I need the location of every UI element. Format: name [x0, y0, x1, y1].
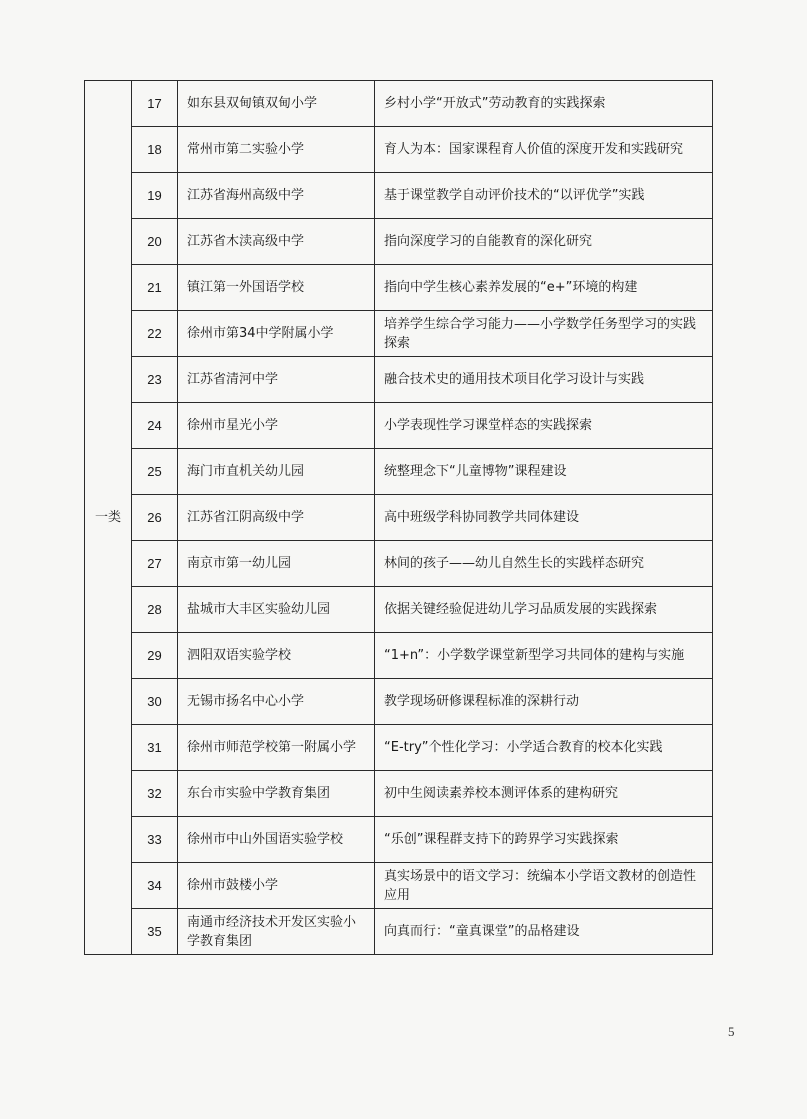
school-name: 徐州市中山外国语实验学校: [178, 817, 375, 863]
table-row: [85, 403, 713, 449]
school-name: 徐州市星光小学: [178, 403, 375, 449]
row-number: 28: [132, 587, 178, 633]
page-number: 5: [728, 1024, 735, 1039]
school-name: 如东县双甸镇双甸小学: [178, 81, 375, 127]
row-number: 19: [132, 173, 178, 219]
table-row: [85, 81, 713, 127]
table-row: [85, 173, 713, 219]
row-number: 33: [132, 817, 178, 863]
table-row: [85, 771, 713, 817]
project-title: 依据关键经验促进幼儿学习品质发展的实践探索: [375, 587, 713, 633]
row-number: 30: [132, 679, 178, 725]
row-number: 25: [132, 449, 178, 495]
table-body: [85, 81, 713, 955]
table-row: [85, 679, 713, 725]
row-number: 34: [132, 863, 178, 909]
school-name: 南通市经济技术开发区实验小学教育集团: [178, 909, 375, 955]
category-cell: 一类: [85, 81, 132, 955]
school-name: 江苏省木渎高级中学: [178, 219, 375, 265]
table-row: [85, 909, 713, 955]
project-title: 基于课堂教学自动评价技术的“以评优学”实践: [375, 173, 713, 219]
school-name: 盐城市大丰区实验幼儿园: [178, 587, 375, 633]
table-row: [85, 633, 713, 679]
row-number: 17: [132, 81, 178, 127]
table-row: [85, 127, 713, 173]
award-list-table: [84, 80, 713, 955]
school-name: 南京市第一幼儿园: [178, 541, 375, 587]
row-number: 20: [132, 219, 178, 265]
project-title: 林间的孩子——幼儿自然生长的实践样态研究: [375, 541, 713, 587]
row-number: 32: [132, 771, 178, 817]
row-number: 35: [132, 909, 178, 955]
table-row: [85, 219, 713, 265]
table-row: [85, 817, 713, 863]
row-number: 27: [132, 541, 178, 587]
table-row: [85, 357, 713, 403]
school-name: 徐州市第34中学附属小学: [178, 311, 375, 357]
table-row: [85, 587, 713, 633]
row-number: 23: [132, 357, 178, 403]
project-title: 乡村小学“开放式”劳动教育的实践探索: [375, 81, 713, 127]
school-name: 徐州市鼓楼小学: [178, 863, 375, 909]
row-number: 29: [132, 633, 178, 679]
row-number: 18: [132, 127, 178, 173]
school-name: 江苏省清河中学: [178, 357, 375, 403]
project-title: 培养学生综合学习能力——小学数学任务型学习的实践探索: [375, 311, 713, 357]
school-name: 海门市直机关幼儿园: [178, 449, 375, 495]
table-row: [85, 265, 713, 311]
project-title: 指向深度学习的自能教育的深化研究: [375, 219, 713, 265]
school-name: 江苏省海州高级中学: [178, 173, 375, 219]
school-name: 无锡市扬名中心小学: [178, 679, 375, 725]
project-title: 小学表现性学习课堂样态的实践探索: [375, 403, 713, 449]
school-name: 东台市实验中学教育集团: [178, 771, 375, 817]
row-number: 31: [132, 725, 178, 771]
project-title: 真实场景中的语文学习：统编本小学语文教材的创造性应用: [375, 863, 713, 909]
table-row: [85, 863, 713, 909]
project-title: 教学现场研修课程标准的深耕行动: [375, 679, 713, 725]
school-name: 泗阳双语实验学校: [178, 633, 375, 679]
project-title: “1+n”：小学数学课堂新型学习共同体的建构与实施: [375, 633, 713, 679]
school-name: 徐州市师范学校第一附属小学: [178, 725, 375, 771]
school-name: 镇江第一外国语学校: [178, 265, 375, 311]
table-row: [85, 311, 713, 357]
row-number: 22: [132, 311, 178, 357]
project-title: 初中生阅读素养校本测评体系的建构研究: [375, 771, 713, 817]
project-title: “乐创”课程群支持下的跨界学习实践探索: [375, 817, 713, 863]
project-title: 指向中学生核心素养发展的“e+”环境的构建: [375, 265, 713, 311]
project-title: 融合技术史的通用技术项目化学习设计与实践: [375, 357, 713, 403]
project-title: 育人为本：国家课程育人价值的深度开发和实践研究: [375, 127, 713, 173]
table-row: [85, 449, 713, 495]
project-title: 高中班级学科协同教学共同体建设: [375, 495, 713, 541]
project-title: 向真而行：“童真课堂”的品格建设: [375, 909, 713, 955]
row-number: 24: [132, 403, 178, 449]
project-title: “E-try”个性化学习：小学适合教育的校本化实践: [375, 725, 713, 771]
school-name: 常州市第二实验小学: [178, 127, 375, 173]
row-number: 26: [132, 495, 178, 541]
table-row: [85, 725, 713, 771]
row-number: 21: [132, 265, 178, 311]
school-name: 江苏省江阴高级中学: [178, 495, 375, 541]
table-row: [85, 541, 713, 587]
project-title: 统整理念下“儿童博物”课程建设: [375, 449, 713, 495]
table-row: [85, 495, 713, 541]
